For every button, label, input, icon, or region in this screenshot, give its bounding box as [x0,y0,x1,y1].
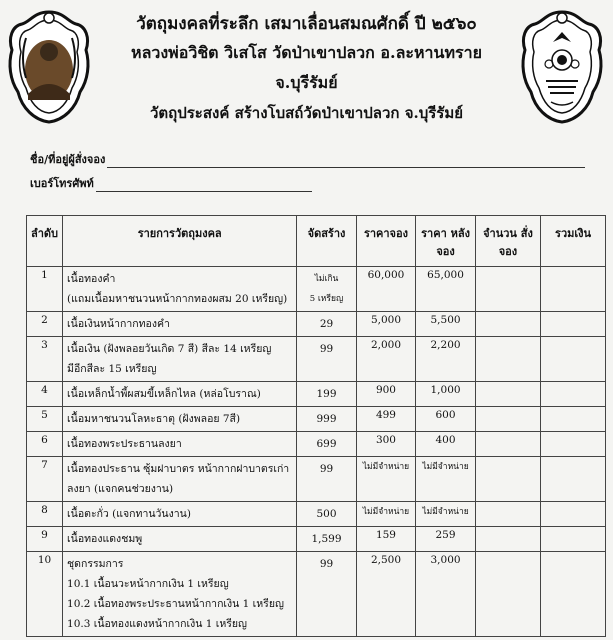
row-number: 9 [27,527,63,552]
header-purpose: วัตถุประสงค์ สร้างโบสถ์วัดป่าเขาปลวก จ.บุรีรัมย์ [149,104,464,122]
reserve-price: 60,000 [356,267,416,312]
document-header [100,10,513,128]
cell-line: 10.3 เนื้อทองแดงหน้ากากเงิน 1 เหรียญ [67,618,248,630]
col-header-after: ราคา หลังจอง [416,216,476,267]
reserve-price: ไม่มีจำหน่าย [356,457,416,502]
total-amount-cell[interactable] [541,552,606,637]
row-number: 8 [27,502,63,527]
item-description [63,312,297,337]
cell-line: 1,599 [311,533,342,545]
total-amount-cell[interactable] [541,432,606,457]
reserve-price: 159 [356,527,416,552]
produced-quantity [297,337,356,382]
total-amount-cell[interactable] [541,382,606,407]
items-table [26,215,606,637]
after-price: 2,200 [416,337,476,382]
total-amount-cell[interactable] [541,337,606,382]
after-price: 1,000 [416,382,476,407]
cell-line: เนื้อทองแดงชมพู [67,533,143,545]
monk-medal-image [6,8,92,126]
produced-quantity [297,502,356,527]
table-row [27,267,606,312]
name-field-line[interactable] [107,155,585,168]
table-row [27,457,606,502]
item-description [63,267,297,312]
table-row [27,502,606,527]
produced-quantity [297,432,356,457]
total-amount-cell[interactable] [541,502,606,527]
cell-line: เนื้อทองคำ [67,273,116,285]
cell-line: เนื้อเงินหน้ากากทองคำ [67,318,170,330]
cell-line: 29 [319,318,334,330]
reserve-price: ไม่มีจำหน่าย [356,502,416,527]
after-price: 5,500 [416,312,476,337]
row-number: 2 [27,312,63,337]
cell-line: เนื้อทองประธาน ซุ้มฝาบาตร หน้ากากฝาบาตรเก่า [67,463,290,475]
col-header-no: ลำดับ [27,216,63,267]
total-amount-cell[interactable] [541,457,606,502]
order-quantity-cell[interactable] [475,382,540,407]
table-header-row [27,216,606,267]
produced-quantity [297,312,356,337]
after-price: 400 [416,432,476,457]
order-quantity-cell[interactable] [475,407,540,432]
table-row [27,432,606,457]
cell-line: 99 [319,343,334,355]
total-amount-cell[interactable] [541,312,606,337]
cell-line: ชุดกรรมการ [67,558,124,570]
cell-line: 999 [316,413,337,425]
cell-line: 5 เหรียญ [309,294,344,304]
table-row [27,337,606,382]
col-header-order: จำนวน สั่งจอง [475,216,540,267]
row-number: 1 [27,267,63,312]
cell-line: เนื้อเงิน (ฝังพลอยวันเกิด 7 สี) สีละ 14 เหรียญ [67,343,272,355]
cell-line: เนื้อเหล็กน้ำพี้ผสมขี้เหล็กไหล (หล่อโบราณ) [67,388,261,400]
cell-line: เนื้อทองพระประธานลงยา [67,438,182,450]
cell-line: 10.2 เนื้อทองพระประธานหน้ากากเงิน 1 เหรียญ [67,598,284,610]
cell-line: เนื้อตะกั่ว (แจกทานวันงาน) [67,508,191,520]
col-header-item: รายการวัตถุมงคล [63,216,297,267]
after-price: 3,000 [416,552,476,637]
produced-quantity [297,267,356,312]
after-price: ไม่มีจำหน่าย [416,457,476,502]
cell-line: มีอีกสีละ 15 เหรียญ [67,363,157,375]
item-description [63,382,297,407]
cell-line: 99 [319,463,334,475]
order-quantity-cell[interactable] [475,267,540,312]
item-description [63,502,297,527]
order-quantity-cell[interactable] [475,312,540,337]
after-price: ไม่มีจำหน่าย [416,502,476,527]
produced-quantity [297,407,356,432]
order-quantity-cell[interactable] [475,432,540,457]
produced-quantity [297,382,356,407]
cell-line: เนื้อมหาชนวนโลหะธาตุ (ฝังพลอย 7สี) [67,413,241,425]
col-header-total: รวมเงิน [541,216,606,267]
cell-line: 99 [319,558,334,570]
order-quantity-cell[interactable] [475,502,540,527]
item-description [63,457,297,502]
order-quantity-cell[interactable] [475,337,540,382]
item-description [63,337,297,382]
cell-line: 500 [316,508,337,520]
reserve-price: 300 [356,432,416,457]
order-quantity-cell[interactable] [475,527,540,552]
after-price: 65,000 [416,267,476,312]
row-number: 7 [27,457,63,502]
table-row [27,527,606,552]
total-amount-cell[interactable] [541,527,606,552]
item-description [63,552,297,637]
reserve-price: 5,000 [356,312,416,337]
header-title: วัตถุมงคลที่ระลึก เสมาเลื่อนสมณศักดิ์ ปี ๒๕๖๐ [136,14,477,34]
reserve-price: 2,000 [356,337,416,382]
cell-line: 699 [316,438,337,450]
after-price: 259 [416,527,476,552]
header-subtitle: หลวงพ่อวิชิต วิเสโส วัดป่าเขาปลวก อ.ละหานทราย จ.บุรีรัมย์ [131,43,482,92]
order-form [30,144,585,192]
cell-line: ลงยา (แจกคนช่วยงาน) [67,483,174,495]
col-header-price: ราคาจอง [356,216,416,267]
table-row [27,382,606,407]
yantra-medal-image [519,8,605,126]
phone-row [30,168,585,192]
row-number: 6 [27,432,63,457]
item-description [63,527,297,552]
table-row [27,407,606,432]
row-number: 10 [27,552,63,637]
row-number: 3 [27,337,63,382]
produced-quantity [297,527,356,552]
cell-line: ไม่เกิน [314,274,339,284]
order-quantity-cell[interactable] [475,552,540,637]
phone-field-line[interactable] [96,179,312,192]
after-price: 600 [416,407,476,432]
reserve-price: 2,500 [356,552,416,637]
reserve-price: 499 [356,407,416,432]
item-description [63,432,297,457]
col-header-qty: จัดสร้าง [297,216,356,267]
table-row [27,312,606,337]
row-number: 4 [27,382,63,407]
cell-line: (แถมเนื้อมหาชนวนหน้ากากทองผสม 20 เหรียญ) [67,293,288,305]
name-row [30,144,585,168]
table-row [27,552,606,637]
cell-line: 199 [316,388,337,400]
total-amount-cell[interactable] [541,407,606,432]
produced-quantity [297,457,356,502]
order-quantity-cell[interactable] [475,457,540,502]
name-label: ชื่อ/ที่อยู่ผู้สั่งจอง [30,153,106,166]
total-amount-cell[interactable] [541,267,606,312]
phone-label: เบอร์โทรศัพท์ [30,177,94,190]
produced-quantity [297,552,356,637]
item-description [63,407,297,432]
cell-line: 10.1 เนื้อนวะหน้ากากเงิน 1 เหรียญ [67,578,229,590]
row-number: 5 [27,407,63,432]
reserve-price: 900 [356,382,416,407]
